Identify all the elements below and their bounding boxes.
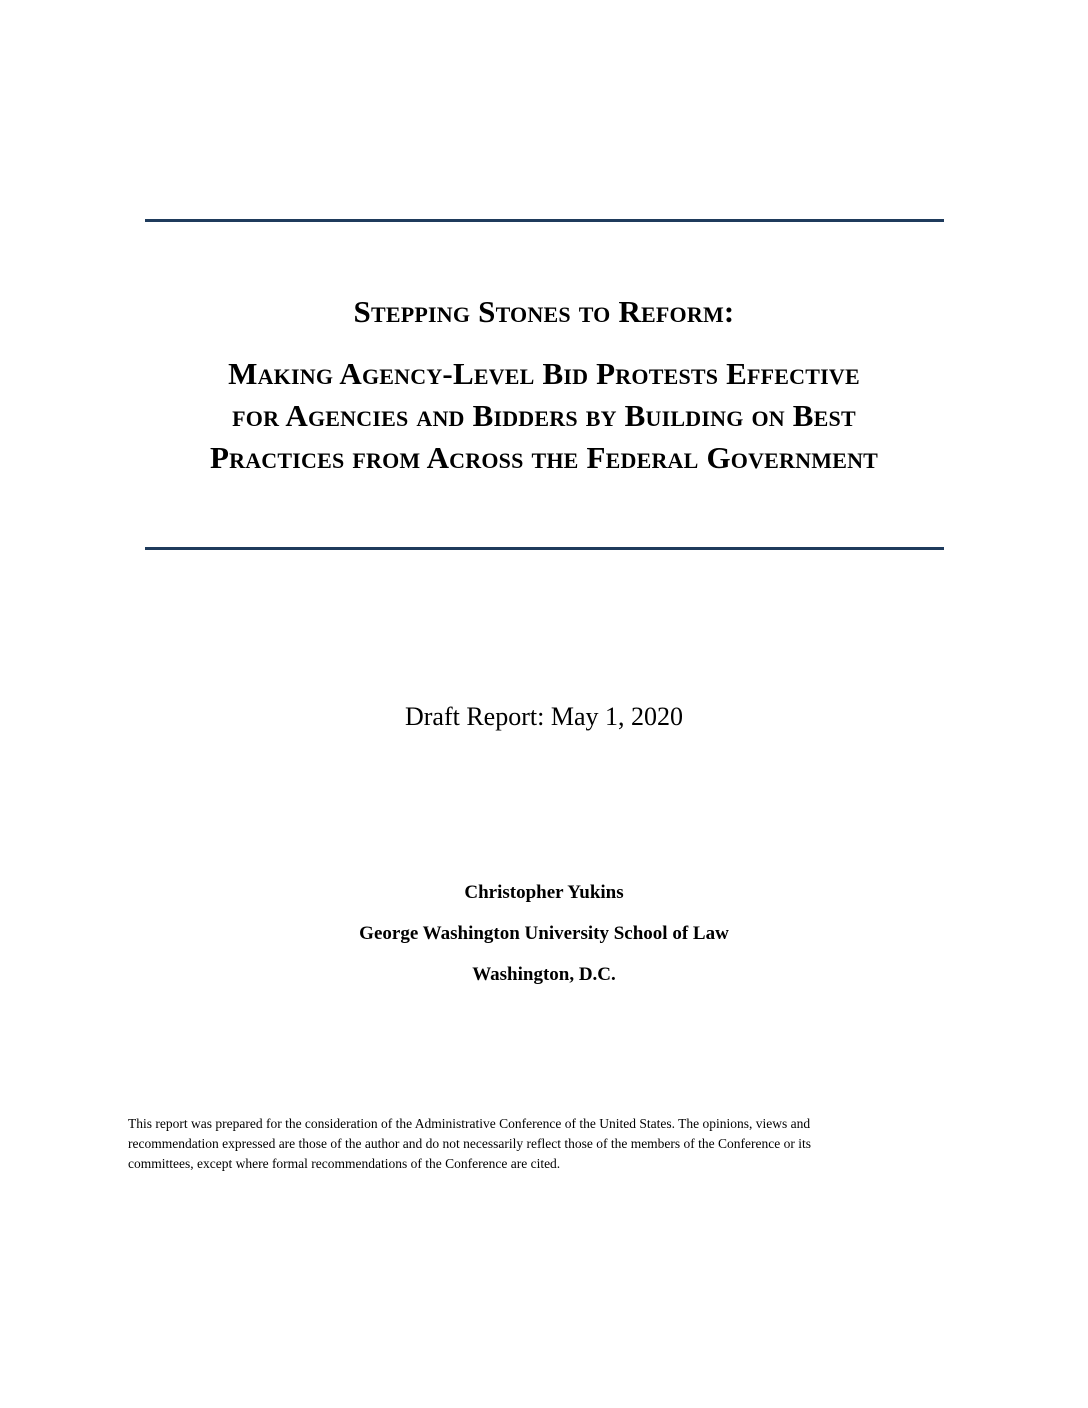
disclaimer-line-2: recommendation expressed are those of the author and do not necessarily reflect those of the members of the Conference or its — [128, 1136, 812, 1151]
subtitle-line-1: Making Agency-Level Bid Protests Effective — [228, 356, 860, 391]
author-affiliation: George Washington University School of Law — [359, 923, 729, 944]
draft-date-line: Draft Report: May 1, 2020 — [404, 702, 683, 731]
subtitle-line-3: Practices from Across the Federal Government — [209, 440, 879, 475]
subtitle-line-2: for Agencies and Bidders by Building on Best — [232, 398, 856, 433]
top-divider-rule — [145, 219, 944, 222]
author-block — [0, 872, 1088, 995]
report-title: Stepping Stones to Reform: — [353, 294, 735, 329]
disclaimer-line-3: committees, except where formal recommendations of the Conference are cited. — [128, 1156, 561, 1171]
author-location: Washington, D.C. — [472, 964, 616, 985]
disclaimer-line-1: This report was prepared for the consideration of the Administrative Conference of the United States. The opinions, views and — [128, 1116, 811, 1131]
report-subtitle — [100, 353, 988, 479]
author-name: Christopher Yukins — [464, 882, 624, 903]
bottom-divider-rule — [145, 547, 944, 550]
disclaimer-note — [128, 1114, 958, 1174]
